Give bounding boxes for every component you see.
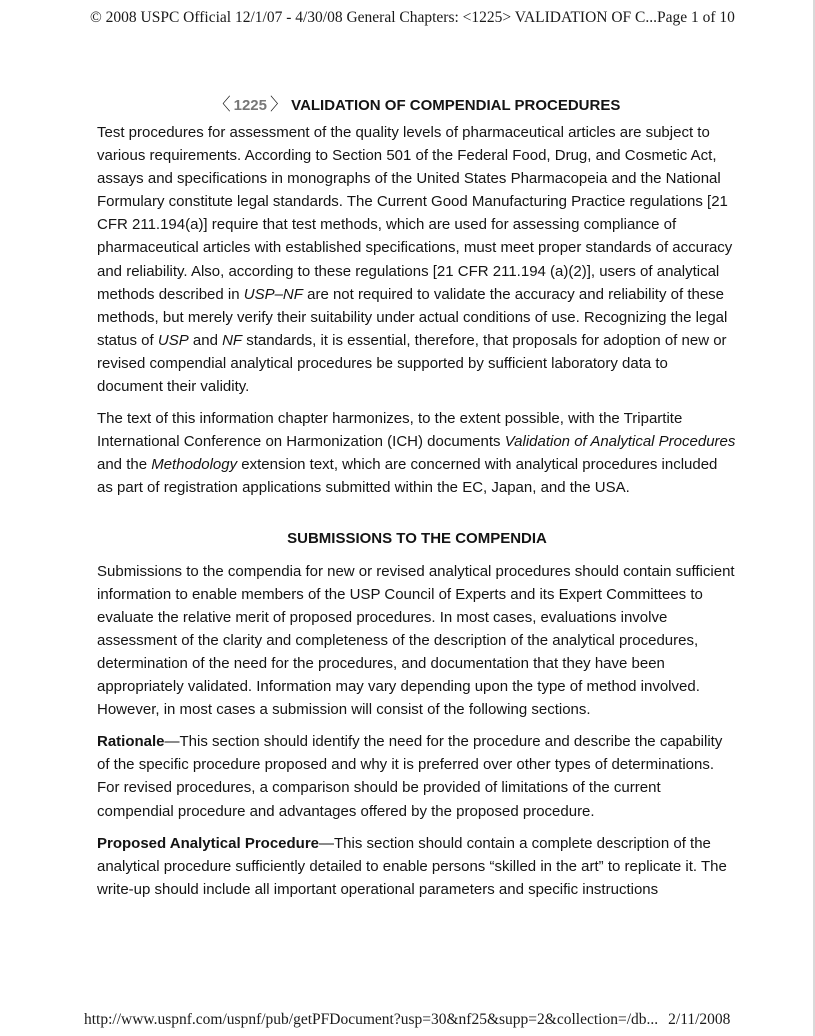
page-header <box>90 9 750 27</box>
text-run: and the <box>97 456 152 474</box>
italic-run: Methodology <box>151 456 238 474</box>
proposed-procedure-lead: Proposed Analytical Procedure <box>97 834 320 852</box>
italic-run: USP <box>157 331 189 349</box>
chapter-title-text: VALIDATION OF COMPENDIAL PROCEDURES <box>291 97 621 114</box>
italic-run: USP–NF <box>243 285 303 303</box>
text-run: standards, it is essential, therefore, that proposals for adoption of new or revised compendial analytical procedures be supported by sufficient laboratory data to document their validity. <box>97 331 727 396</box>
open-angle-bracket: 〈 <box>213 95 231 115</box>
italic-run: Validation of Analytical Procedures <box>504 433 736 451</box>
submissions-paragraph: Submissions to the compendia for new or revised analytical procedures should contain sufficient information to enable members of the USP Council of Experts and its Expert Committees to evaluate the relative merit of proposed procedures. In most cases, evaluations involve assessment of the clarity and completeness of the description of the analytical procedures, determination of the need for the procedures, and documentation that they have been appropriately validated. Information may vary depending upon the type of method involved. However, in most cases a submission will consist of the following sections. <box>97 562 735 719</box>
close-angle-bracket: 〉 <box>270 95 287 115</box>
proposed-procedure-paragraph <box>97 832 737 901</box>
text-run: Test procedures for assessment of the quality levels of pharmaceutical articles are subject to various requirements. According to Section 501 of the Federal Food, Drug, and Cosmetic Act, assays and specifications in monographs of the United States Pharmacopeia and the National Formulary constitute legal standards. The Current Good Manufacturing Practice regulations [21 CFR 211.194(a)] require that test methods, which are used for assessing compliance of pharmaceutical articles with established specifications, must meet proper standards of accuracy and reliability. Also, according to these regulations [21 CFR 211.194 (a)(2)], users of analytical methods described in <box>97 124 733 303</box>
rationale-paragraph <box>97 730 737 822</box>
page-footer <box>84 1011 764 1029</box>
text-run: extension text, which are concerned with analytical procedures included as part of registration applications submitted within the EC, Japan, and the USA. <box>97 456 718 497</box>
chapter-title <box>97 92 737 119</box>
ich-paragraph <box>97 407 737 499</box>
section-heading: SUBMISSIONS TO THE COMPENDIA <box>287 529 547 547</box>
chapter-number: 1225 <box>233 97 267 114</box>
rationale-text: —This section should identify the need for the procedure and describe the capability of the specific procedure proposed and why it is preferred over other types of determinations. For revised procedures, a comparison should be provided of limitations of the current compendial procedure and advantages offered by the proposed procedure. <box>97 733 723 820</box>
footer-url: http://www.uspnf.com/uspnf/pub/getPFDocument?usp=30&nf25&supp=2&collection=/db... <box>84 1011 659 1028</box>
proposed-procedure-text: —This section should contain a complete description of the analytical procedure sufficiently detailed to enable persons “skilled in the art” to replicate it. The write-up should include all important operational parameters and specific instructions <box>97 834 727 898</box>
intro-paragraph <box>97 121 737 398</box>
text-run: and <box>188 331 223 349</box>
footer-date: 2/11/2008 <box>668 1011 731 1028</box>
text-run: are not required to validate the accuracy and reliability of these methods, but merely verify their suitability under actual conditions of use. Recognizing the legal status of <box>97 285 728 349</box>
document-body <box>97 92 737 910</box>
italic-run: NF <box>222 331 243 349</box>
text-run: The text of this information chapter harmonizes, to the extent possible, with the Tripartite International Conference on Harmonization (ICH) documents <box>97 410 683 451</box>
header-text: © 2008 USPC Official 12/1/07 - 4/30/08 General Chapters: <1225> VALIDATION OF C...Page 1 of 10 <box>90 9 735 26</box>
rationale-lead: Rationale <box>97 733 165 751</box>
